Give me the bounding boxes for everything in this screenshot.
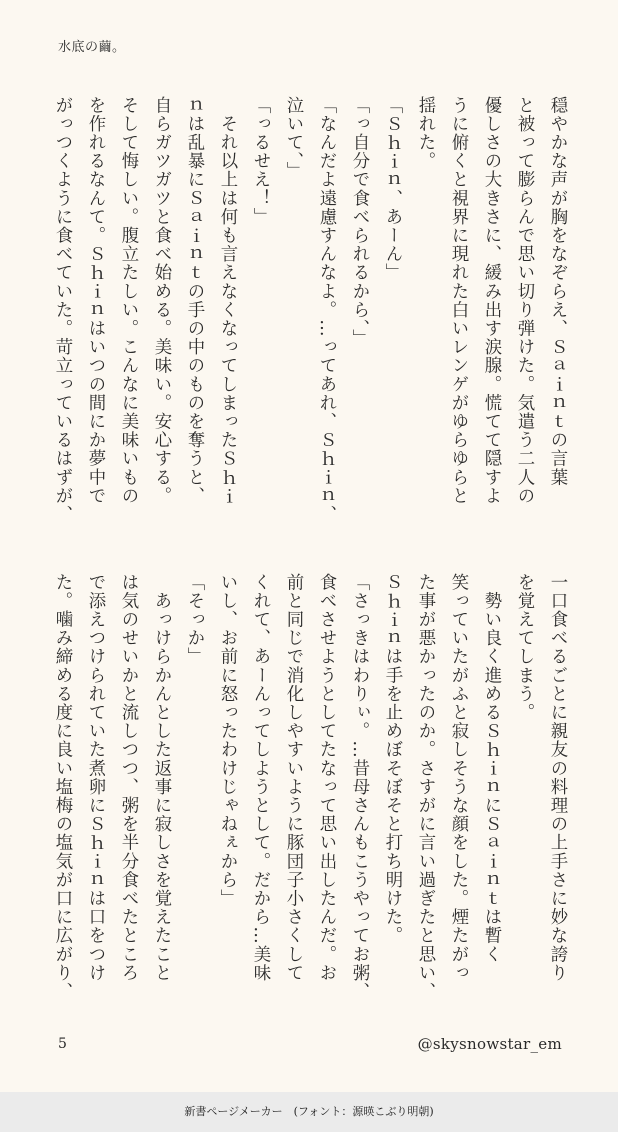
author-handle: @skysnowstar_em (417, 1035, 562, 1053)
upper-text-line: 「っ自分で食べられるから、」 (349, 96, 369, 348)
upper-text-line: 「Ｓｈｉｎ、あーん」 (382, 96, 402, 282)
lower-text-line: いし、お前に怒ったわけじゃねぇから」 (217, 573, 237, 908)
lower-text-line: あっけらかんとした返事に寂しさを覚えたこと (151, 573, 171, 983)
upper-text-line: がっつくように食べていた。苛立っているはずが、 (52, 96, 72, 524)
lower-text-line: は気のせいかと流しつつ、粥を半分食べたところ (118, 573, 138, 983)
lower-text-line: 前と同じで消化しやすいように豚団子小さくして (283, 573, 303, 983)
upper-text-line: 優しさの大きさに、緩み出す涙腺。慌てて隠すよ (481, 96, 501, 506)
lower-text-line: を覚えてしまう。 (514, 573, 534, 722)
upper-text-line: そして悔しい。腹立たしい。こんなに美味いもの (118, 96, 138, 506)
text-block-upper (45, 96, 573, 536)
upper-text-line: を作れるなんて。Ｓｈｉｎはいつの間にか夢中で (85, 96, 105, 506)
lower-text-line: 食べさせようとしてたなって思い出したんだ。お (316, 573, 336, 983)
lower-text-line: 「そっか」 (184, 573, 204, 666)
upper-text-line: 「っるせえ！」 (250, 96, 270, 227)
lower-text-line: Ｓｈｉｎは手を止めぼそぼそと打ち明けた。 (382, 573, 402, 945)
lower-text-line: くれて、あーんってしようとして。だから…美味 (250, 573, 270, 983)
upper-text-line: ｎは乱暴にＳａｉｎｔの手の中のものを奪うと、 (184, 96, 204, 506)
upper-text-line: それ以上は何も言えなくなってしまったＳｈｉ (217, 96, 237, 506)
upper-text-line: 「なんだよ遠慮すんなよ。…ってあれ、Ｓｈｉｎ、 (316, 96, 336, 524)
page-number: 5 (58, 1036, 67, 1052)
upper-text-line: うに俯くと視界に現れた白いレンゲがゆらゆらと (448, 96, 468, 506)
lower-text-line: 一口食べるごとに親友の料理の上手さに妙な誇り (547, 573, 567, 983)
lower-text-line: 笑っていたがふと寂しそうな顔をした。煙たがっ (448, 573, 468, 983)
text-block-lower (45, 573, 573, 1013)
lower-text-line: 勢い良く進めるＳｈｉｎにＳａｉｎｔは暫く (481, 573, 501, 964)
lower-text-line: た。噛み締める度に良い塩梅の塩気が口に広がり、 (52, 573, 72, 1001)
upper-text-line: 穏やかな声が胸をなぞらえ、Ｓａｉｎｔの言葉 (547, 96, 567, 487)
upper-text-line: 泣いて、」 (283, 96, 303, 181)
lower-text-line: た事が悪かったのか。さすがに言い過ぎたと思い、 (415, 573, 435, 1001)
generator-credit: 新書ページメーカー (フォント：源暎こぶり明朝) (184, 1105, 434, 1118)
upper-text-line: 自らガツガツと食べ始める。美味い。安心する。 (151, 96, 171, 506)
lower-text-line: 「さっきはわりぃ。…昔母さんもこうやってお粥、 (349, 573, 369, 1001)
lower-text-line: で添えつけられていた煮卵にＳｈｉｎは口をつけ (85, 573, 105, 983)
work-title: 水底の繭。 (58, 40, 126, 55)
upper-text-line: と被って膨らんで思い切り弾けた。気遣う二人の (514, 96, 534, 506)
upper-text-line: 揺れた。 (415, 96, 435, 171)
